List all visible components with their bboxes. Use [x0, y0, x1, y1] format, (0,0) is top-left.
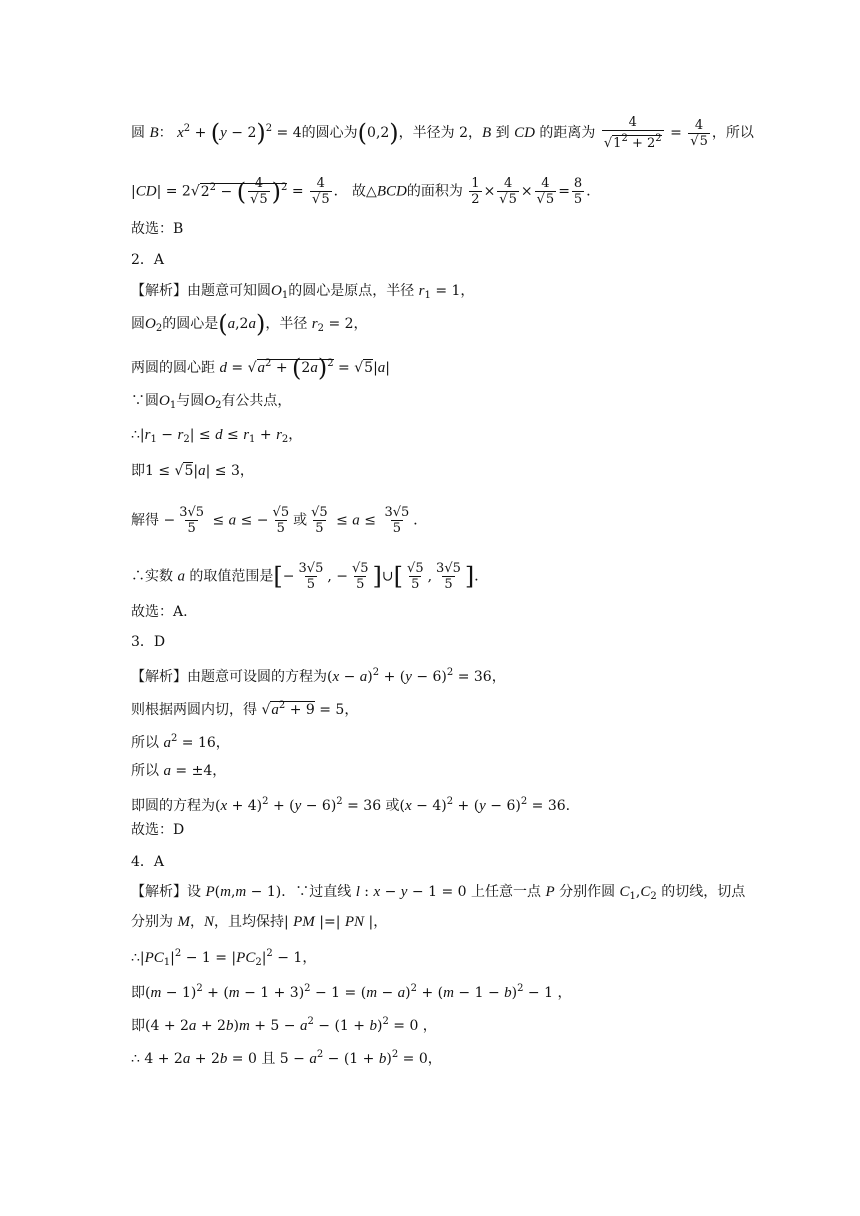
solution-line: 所以 $a^2 = 16$，	[131, 733, 230, 751]
solution-line: $\therefore|r_1 - r_2| \le d \le r_1 + r_2$，	[131, 427, 303, 445]
solution-line: 即$(4 + 2a + 2b)m + 5 - a^2 - (1 + b)^2 = 0$ ，	[131, 1016, 437, 1034]
question-number: 3．D	[131, 634, 166, 650]
solution-line: $|CD| = 2√2^2$ − ( $\frac{4}{√5}$ )$^2$ = $\frac{4}{√5}$ ． 故△BCD的面积为 $\frac{1}{2}$ × $\frac{4}{√5}$ × $\frac{4}{√5}$ = $\frac{8}{5}$ ．	[131, 176, 601, 207]
solution-line: 即圆的方程为$(x + 4)^2 + (y - 6)^2 = 36$ 或$(x - 4)^2 + (y - 6)^2 = 36$.	[131, 796, 571, 814]
solution-line: 【解析】设 P(m,m − 1)．∵过直线 l : x − y − 1 = 0 上任意一点 P 分别作圆 $C_1,C_2$ 的切线，切点	[131, 884, 746, 902]
answer-line: 故选：D	[131, 822, 185, 838]
solution-line: 圆$O_2$的圆心是(a,2a)，半径 $r_2 = 2$，	[131, 310, 368, 338]
question-number: 4．A	[131, 854, 165, 870]
solution-line: ∵圆$O_1$与圆$O_2$有公共点，	[131, 393, 292, 411]
answer-line: 故选：B	[131, 221, 184, 237]
solution-line: 圆 B： $x^2 + (y - 2)^2 = 4$的圆心为(0,2)，半径为 2，B 到 CD 的距离为 $\frac{4}{√1^2 + 2^2}$ = $\frac{4}{√5}$ ，所以	[131, 115, 754, 151]
solution-line: 则根据两圆内切，得 $√a^2 + 9 = 5$，	[131, 700, 359, 718]
solution-line: $\therefore|PC_1|^2 - 1 = |PC_2|^2 - 1$，	[131, 948, 317, 968]
solution-line: 所以 a = ±4，	[131, 763, 227, 779]
solution-line: 即1 ≤ √5|a| ≤ 3，	[131, 463, 254, 479]
solution-line: 【解析】由题意可知圆$O_1$的圆心是原点，半径 $r_1 = 1$，	[131, 283, 475, 301]
solution-line: ∴ 4 + 2a + 2b = 0 且 $5 - a^2 - (1 + b)^2 = 0$，	[131, 1049, 442, 1067]
solution-line: 两圆的圆心距 $d = √a^2 + (2a)^2 = √5|a|$	[131, 354, 390, 382]
solution-line: 【解析】由题意可设圆的方程为$(x - a)^2 + (y - 6)^2 = 36$，	[131, 667, 506, 685]
solution-line: ∴实数 a 的取值范围是[− $\frac{3√5}{5}$ , − $\frac{√5}{5}$ ]∪[ $\frac{√5}{5}$ , $\frac{3√5}{5}$ ]．	[131, 561, 489, 592]
solution-line: 分别为 M，N，且均保持| PM |=| PN |，	[131, 914, 388, 930]
solution-line: 解得 − $\frac{3√5}{5}$ ≤ a ≤ − $\frac{√5}{5}$ 或 $\frac{√5}{5}$ ≤ a ≤ $\frac{3√5}{5}$ ．	[131, 505, 428, 536]
answer-line: 故选：A.	[131, 604, 188, 620]
question-number: 2．A	[131, 252, 165, 268]
solution-line: 即$(m - 1)^2 + (m - 1 + 3)^2 - 1 = (m - a)^2 + (m - 1 - b)^2 - 1$ ，	[131, 983, 572, 1001]
